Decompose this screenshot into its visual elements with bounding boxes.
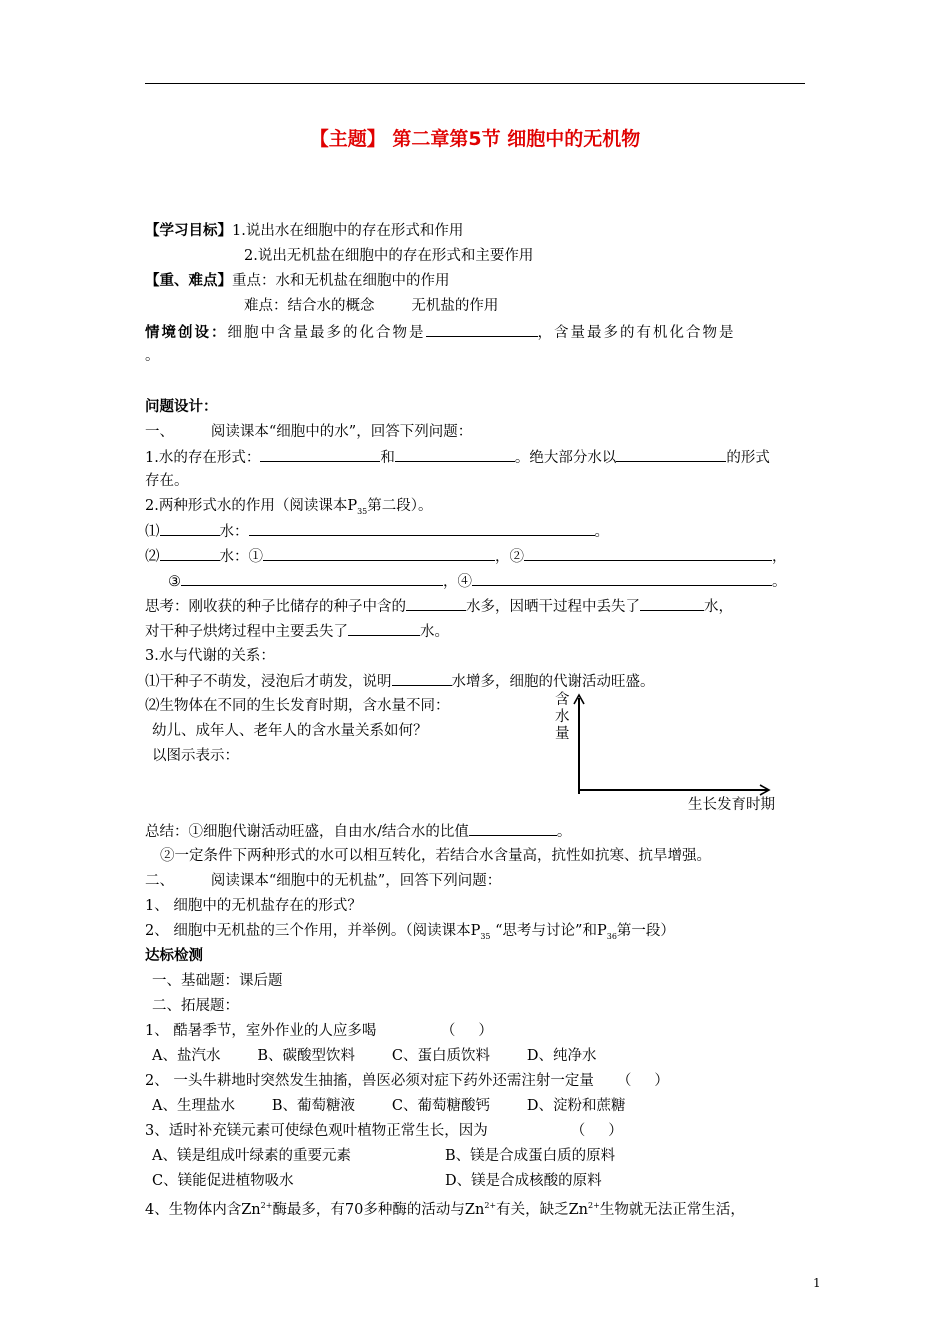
q4-text-c: 有关，缺乏Zn [496,1201,589,1218]
part2-q2-sub: 36 [606,931,617,941]
blank[interactable] [426,322,538,337]
water-content-graph [570,690,780,800]
think-text-b: 水多，因晒干过程中丢失了 [466,599,640,615]
q2-text-end: 第二段）。 [367,498,433,514]
think-text-a: 思考：刚收获的种子比储存的种子中含的 [145,599,406,615]
blank[interactable] [395,447,515,462]
blank[interactable] [348,621,420,636]
blank[interactable] [616,447,726,462]
w1-end: 。 [594,524,609,540]
scenario-text-b: ，含量最多的有机化合物是 [537,325,736,341]
key-point: 重点：水和无机盐在细胞中的作用 [232,273,450,289]
q2-page-sub: 35 [357,506,368,516]
q1-text-b: 和 [380,450,395,466]
blank[interactable] [392,671,452,686]
difficult-point: 难点：结合水的概念 无机盐的作用 [244,298,499,314]
summary-2: ②一定条件下两种形式的水可以相互转化，若结合水含量高，抗性如抗寒、抗旱增强。 [160,848,711,864]
think-text-c: 水， [704,599,733,615]
blank[interactable] [524,546,772,561]
scenario-text-a: 细胞中含量最多的化合物是 [227,325,426,341]
objectives-label: 【学习目标】 [145,223,232,239]
q4-sup: 2+ [588,1201,600,1210]
think-line-1 [145,596,733,617]
q3-4: 以图示表示： [152,748,239,764]
blank[interactable] [469,821,557,836]
w2-sep: ，② [495,549,524,565]
q3-2: ⑵生物体在不同的生长发育时期，含水量不同： [145,698,450,714]
think2-text-b: 水。 [420,624,449,640]
test-q3-option-c: C、镁能促进植物吸水 [152,1173,294,1189]
blank[interactable] [181,571,443,586]
part2-q2-text-a: 2、 细胞中无机盐的三个作用，并举例。（阅读课本P [145,923,481,939]
q3-1-text-a: ⑴干种子不萌发，浸泡后才萌发，说明 [145,674,392,690]
test-extend: 二、拓展题： [152,998,239,1014]
think-line-2 [145,621,449,642]
page-number: 1 [813,1276,821,1290]
water-use-1 [145,521,609,542]
blank[interactable] [160,546,220,561]
part2-q2 [145,921,675,947]
q4-text-a: 4、生物体内含Zn [145,1201,261,1218]
y-axis-char: 量 [555,726,570,742]
objective-1: 1.说出水在细胞中的存在形式和作用 [232,223,464,239]
scenario-line [145,322,736,343]
part2-q1: 1、 细胞中的无机盐存在的形式？ [145,898,362,914]
test-q4 [145,1196,745,1220]
w2-num: ⑵ [145,549,160,565]
design-heading: 问题设计： [145,399,218,415]
blank[interactable] [472,571,772,586]
q3-3: 幼儿、成年人、老年人的含水量关系如何？ [152,723,428,739]
objective-2: 2.说出无机盐在细胞中的存在形式和主要作用 [244,248,534,264]
part2-q2-sub: 35 [480,931,491,941]
summary-1 [145,821,571,842]
think2-text-a: 对干种子烘烤过程中主要丢失了 [145,624,348,640]
page-title: 【主题】 第二章第5节 细胞中的无机物 [309,128,641,150]
y-axis-char: 水 [555,709,570,725]
w3-num: ③ [168,574,181,590]
test-q2: 2、 一头牛耕地时突然发生抽搐，兽医必须对症下药外还需注射一定量 （ ） [145,1073,669,1089]
summary-text-b: 。 [556,824,572,840]
blank[interactable] [406,596,466,611]
objectives-line-1 [145,221,463,241]
w3-end: 。 [772,574,787,590]
blank[interactable] [263,546,495,561]
q3-heading: 3.水与代谢的关系： [145,648,275,664]
water-use-2 [145,546,787,567]
blank[interactable] [160,521,220,536]
test-q1: 1、 酷暑季节，室外作业的人应多喝 （ ） [145,1023,493,1039]
q4-sup: 2+ [484,1201,497,1210]
y-axis-char: 含 [555,692,570,708]
part2-q2-text-b: “思考与讨论”和P [490,923,607,939]
key-points-label: 【重、难点】 [145,273,232,289]
scenario-label: 情境创设： [145,325,228,341]
q1-line [145,447,770,468]
y-axis-label [555,692,570,743]
w1-label: 水： [219,524,249,540]
test-q3: 3、适时补充镁元素可使绿色观叶植物正常生长，因为 （ ） [145,1123,623,1139]
test-basic: 一、基础题：课后题 [152,973,283,989]
w3-sep: ，④ [443,574,472,590]
test-q2-options: A、生理盐水 B、葡萄糖液 C、葡萄糖酸钙 D、淀粉和蔗糖 [152,1098,626,1114]
scenario-end: 。 [145,348,160,364]
test-q1-options: A、盐汽水 B、碳酸型饮料 C、蛋白质饮料 D、纯净水 [152,1048,597,1064]
q1-line-2: 存在。 [145,473,189,489]
test-q3-option-a: A、镁是组成叶绿素的重要元素 [152,1148,351,1164]
q1-text-d: 的形式 [726,450,770,466]
q3-1 [145,671,655,692]
part2-heading: 二、 阅读课本“细胞中的无机盐”，回答下列问题： [145,873,502,889]
part2-q2-text-c: 第一段） [616,923,675,939]
part1-heading: 一、 阅读课本“细胞中的水”，回答下列问题： [145,424,473,440]
w1-num: ⑴ [145,524,160,540]
test-q3-option-b: B、镁是合成蛋白质的原料 [445,1148,616,1164]
q1-text-a: 1.水的存在形式： [145,450,261,466]
q1-text-c: 。绝大部分水以 [514,450,617,466]
blank[interactable] [249,521,595,536]
summary-text-a: 总结：①细胞代谢活动旺盛，自由水/结合水的比值 [145,824,469,840]
key-points-line [145,271,450,291]
w2-label: 水：① [219,549,263,565]
w2-end: ， [772,549,787,565]
water-use-3 [168,571,787,592]
q4-sup: 2+ [260,1201,273,1210]
q4-text-d: 生物就无法正常生活， [599,1201,745,1218]
top-rule [145,83,805,84]
q4-text-b: 酶最多，有70多种酶的活动与Zn [272,1201,485,1218]
blank[interactable] [260,447,380,462]
q3-1-text-b: 水增多，细胞的代谢活动旺盛。 [451,674,655,690]
blank[interactable] [640,596,704,611]
test-heading: 达标检测 [145,948,203,964]
x-axis-label: 生长发育时期 [688,797,775,813]
q2-text: 2.两种形式水的作用（阅读课本P [145,498,358,514]
test-q3-option-d: D、镁是合成核酸的原料 [445,1173,602,1189]
q2-line [145,496,433,522]
